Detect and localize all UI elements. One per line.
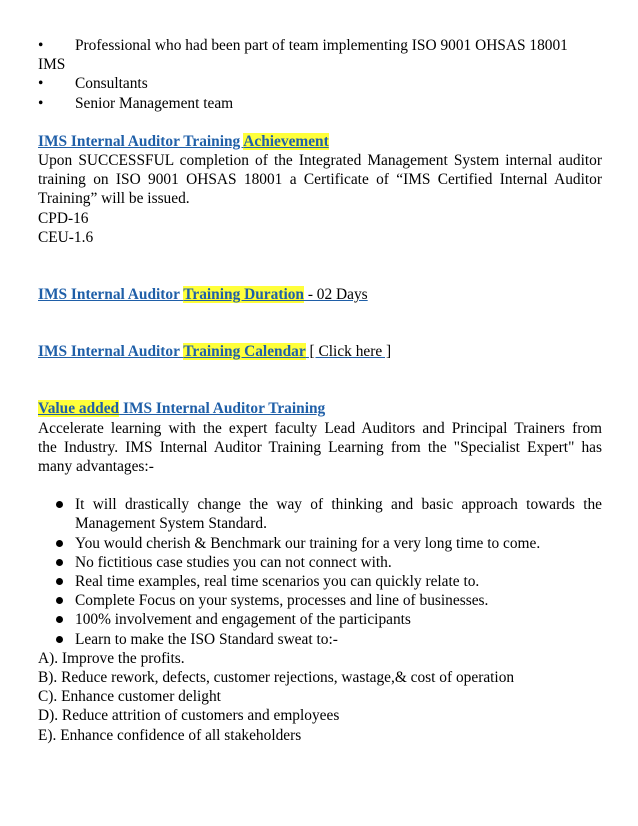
achievement-heading-highlight: Achievement — [243, 132, 329, 150]
list-item — [38, 630, 602, 649]
outcome-item: D). Reduce attrition of customers and employees — [38, 707, 340, 725]
list-item-text: Complete Focus on your systems, processes and line of businesses. — [75, 592, 489, 610]
duration-value: - 02 Days — [303, 286, 368, 304]
bullet-dot-icon — [56, 578, 63, 585]
duration-heading-text: IMS Internal Auditor — [38, 286, 184, 304]
list-item-continuation: IMS — [38, 56, 66, 74]
bullet-icon: • — [38, 94, 44, 112]
list-item — [38, 591, 602, 610]
achievement-paragraph-line: Training” will be issued. — [38, 190, 190, 208]
list-item-text: It will drastically change the way of thinking and basic approach towards the Management System Standard. — [75, 496, 602, 533]
calendar-heading-highlight: Training Calendar — [183, 343, 306, 361]
list-item-text: Learn to make the ISO Standard sweat to:- — [75, 630, 338, 648]
achievement-heading-text: IMS Internal Auditor Training — [38, 132, 244, 150]
value-added-intro-line: the Industry. IMS Internal Auditor Training Learning from the "Specialist Expert" has — [38, 438, 602, 456]
outcome-item: A). Improve the profits. — [38, 649, 185, 667]
bullet-dot-icon — [56, 597, 63, 604]
list-item — [38, 572, 602, 591]
outcome-item: B). Reduce rework, defects, customer rejections, wastage,& cost of operation — [38, 669, 515, 687]
list-item — [38, 94, 602, 113]
list-item — [38, 534, 602, 553]
achievement-paragraph-line: training on ISO 9001 OHSAS 18001 a Certificate of “IMS Certified Internal Auditor — [38, 171, 602, 189]
bullet-icon: • — [38, 75, 44, 93]
calendar-heading[interactable] — [38, 342, 602, 361]
bullet-dot-icon — [56, 540, 63, 547]
list-item-text: Real time examples, real time scenarios you can quickly relate to. — [75, 573, 480, 591]
list-item-text: Senior Management team — [75, 94, 234, 112]
bullet-dot-icon — [56, 559, 63, 566]
list-item — [38, 495, 602, 533]
advantages-list — [38, 495, 602, 649]
list-item-text: You would cherish & Benchmark our training for a very long time to come. — [75, 534, 541, 552]
value-added-intro-line: Accelerate learning with the expert faculty Lead Auditors and Principal Trainers from — [38, 419, 602, 437]
list-item-text: No fictitious case studies you can not connect with. — [75, 553, 392, 571]
cpd-value: CPD-16 — [38, 209, 89, 227]
outcome-item: C). Enhance customer delight — [38, 688, 221, 706]
bullet-dot-icon — [56, 616, 63, 623]
list-item — [38, 74, 602, 93]
list-item — [38, 553, 602, 572]
value-added-heading-highlight: Value added — [38, 400, 120, 418]
ceu-value: CEU-1.6 — [38, 228, 94, 246]
list-item — [38, 36, 602, 55]
bullet-dot-icon — [56, 501, 63, 508]
list-item-text: Professional who had been part of team implementing ISO 9001 OHSAS 18001 — [75, 37, 568, 54]
list-item-text: 100% involvement and engagement of the participants — [75, 611, 411, 629]
list-item — [38, 610, 602, 629]
calendar-heading-text: IMS Internal Auditor — [38, 343, 184, 361]
calendar-click-here-link[interactable]: [ Click here ] — [305, 343, 392, 361]
bullet-icon: • — [38, 37, 44, 54]
achievement-heading-link[interactable] — [38, 132, 602, 151]
bullet-dot-icon — [56, 636, 63, 643]
duration-heading[interactable] — [38, 285, 602, 304]
outcome-item: E). Enhance confidence of all stakeholders — [38, 726, 302, 744]
value-added-heading-text: IMS Internal Auditor Training — [119, 400, 326, 418]
achievement-paragraph-line: Upon SUCCESSFUL completion of the Integrated Management System internal auditor — [38, 152, 602, 170]
duration-heading-highlight: Training Duration — [183, 286, 304, 304]
list-item-text: Consultants — [75, 75, 148, 93]
value-added-intro-line: many advantages:- — [38, 458, 154, 476]
document-page — [38, 36, 602, 745]
value-added-heading[interactable] — [38, 399, 602, 418]
